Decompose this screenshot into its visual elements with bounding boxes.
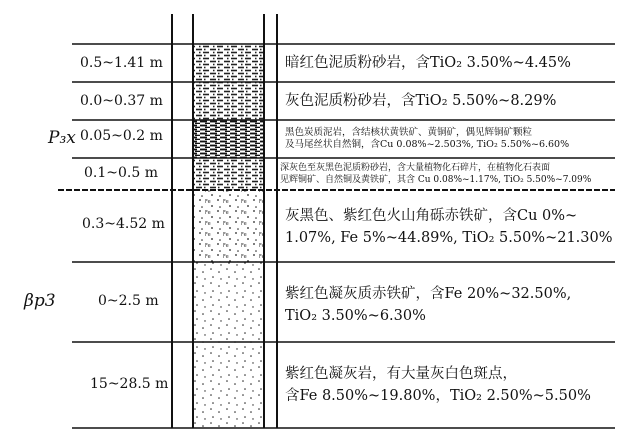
thickness-unit-7: 15~28.5 m [90, 376, 169, 392]
litho-unit-3 [194, 120, 263, 158]
thickness-unit-5: 0.3~4.52 m [82, 216, 165, 232]
formation-label-beta-p3: βp3 [24, 291, 56, 311]
desc-unit-1-line-1: 暗红色泥质粉砂岩，含TiO₂ 3.50%~4.45% [285, 55, 571, 71]
desc-unit-2 [285, 90, 556, 112]
desc-unit-2-line-1: 灰色泥质粉砂岩，含TiO₂ 5.50%~8.29% [285, 93, 557, 109]
desc-unit-5-line-1: 灰黑色、紫红色火山角砾赤铁矿，含Cu 0%~ [285, 208, 578, 224]
desc-unit-3 [285, 127, 569, 151]
desc-unit-5 [285, 205, 613, 249]
litho-unit-5 [194, 190, 263, 262]
desc-unit-7-line-1: 紫红色凝灰岩，有大量灰白色斑点， [285, 366, 517, 382]
desc-unit-6-line-2: TiO₂ 3.50%~6.30% [285, 308, 426, 324]
desc-unit-4 [280, 162, 591, 186]
litho-unit-1 [194, 44, 263, 82]
desc-unit-6 [285, 283, 571, 327]
litho-unit-6 [194, 262, 263, 342]
thickness-unit-3: 0.05~0.2 m [80, 128, 163, 144]
litho-unit-7 [194, 342, 263, 428]
litho-unit-4 [194, 158, 263, 190]
thickness-unit-6: 0~2.5 m [98, 293, 159, 309]
desc-unit-7 [285, 363, 591, 407]
desc-unit-1 [285, 52, 571, 74]
desc-unit-3-line-1: 黑色炭质泥岩，含结核状黄铁矿、黄铜矿，偶见辉铜矿颗粒 [285, 127, 533, 138]
thickness-unit-2: 0.0~0.37 m [80, 93, 163, 109]
thickness-unit-1: 0.5~1.41 m [80, 55, 163, 71]
desc-unit-3-line-2: 及马尾丝状自然铜，含Cu 0.08%~2.503%, TiO₂ 5.50%~6.60% [285, 139, 570, 150]
desc-unit-4-line-1: 深灰色至灰黑色泥质粉砂岩，含大量植物化石碎片，在植物化石表面 [280, 163, 551, 173]
desc-unit-7-line-2: 含Fe 8.50%~19.80%，TiO₂ 2.50%~5.50% [285, 388, 591, 404]
desc-unit-5-line-2: 1.07%, Fe 5%~44.89%, TiO₂ 5.50%~21.30% [285, 230, 613, 246]
desc-unit-4-line-2: 见辉铜矿、自然铜及黄铁矿，其含 Cu 0.08%~1.17%, TiO₂ 5.50%~7.09% [280, 175, 592, 185]
thickness-unit-4: 0.1~0.5 m [84, 165, 158, 181]
desc-unit-6-line-1: 紫红色凝灰质赤铁矿，含Fe 20%~32.50%, [285, 286, 572, 302]
formation-label-p3x: P₃x [48, 128, 76, 148]
litho-unit-2 [194, 82, 263, 120]
